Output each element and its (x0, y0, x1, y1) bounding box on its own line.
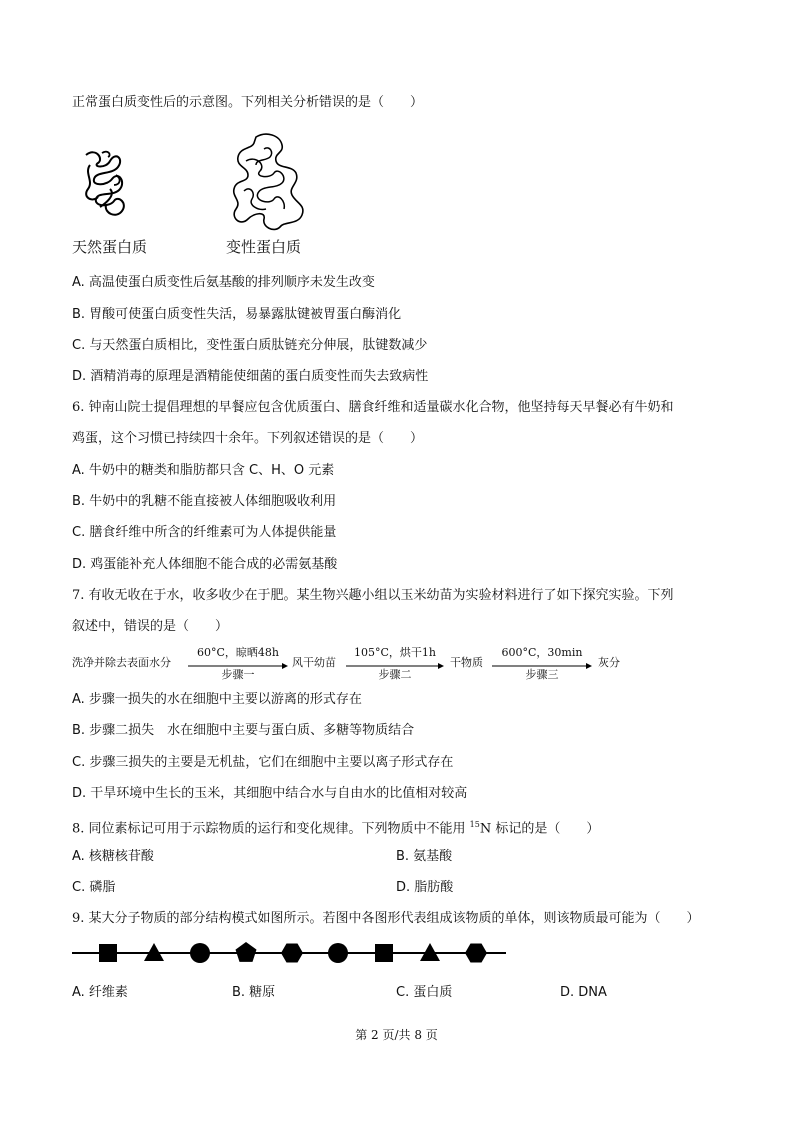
circle-monomer (328, 943, 348, 963)
flow-mid-1: 风干幼苗 (292, 656, 336, 669)
q6-option-b: B. 牛奶中的乳糖不能直接被人体细胞吸收利用 (72, 494, 337, 509)
q5-stem: 正常蛋白质变性后的示意图。下列相关分析错误的是（ ） (72, 95, 424, 110)
flow-arrow-2 (346, 646, 444, 682)
square-monomer (375, 944, 393, 962)
flow-step-3: 步骤三 (525, 668, 559, 681)
q9-stem: 9. 某大分子物质的部分结构模式如图所示。若图中各图形代表组成该物质的单体，则该物质最可能为（ ） (72, 911, 700, 926)
q5-option-c: C. 与天然蛋白质相比，变性蛋白质肽链充分伸展，肽键数减少 (72, 338, 428, 353)
flow-cond-2: 105°C，烘干1h (354, 646, 436, 659)
q7-option-b: B. 步骤二损失 水在细胞中主要与蛋白质、多糖等物质结合 (72, 723, 415, 738)
hexagon-monomer (281, 944, 303, 963)
q8-stem-superscript: 15 (469, 820, 480, 829)
q8-option-b: B. 氨基酸 (396, 849, 453, 864)
q8-stem (72, 816, 599, 838)
q5-option-d: D. 酒精消毒的原理是酒精能使细菌的蛋白质变性而失去致病性 (72, 369, 429, 384)
q8-stem-post: N 标记的是（ ） (479, 821, 600, 837)
q6-option-c: C. 膳食纤维中所含的纤维素可为人体提供能量 (72, 525, 337, 540)
q9-option-a: A. 纤维素 (72, 985, 128, 1000)
caption-denatured-protein: 变性蛋白质 (226, 238, 302, 256)
flow-start: 洗净并除去表面水分 (72, 656, 171, 669)
flow-cond-3: 600°C，30min (501, 646, 583, 659)
q7-stem-line1: 7. 有收无收在于水，收多收少在于肥。某生物兴趣小组以玉米幼苗为实验材料进行了如下探究实验。下列 (72, 588, 674, 603)
denatured-protein-figure (226, 131, 310, 233)
hexagon-monomer (465, 944, 487, 963)
q5-option-b: B. 胃酸可使蛋白质变性失活，易暴露肽键被胃蛋白酶消化 (72, 307, 402, 322)
q8-option-c: C. 磷脂 (72, 880, 116, 895)
q9-option-c: C. 蛋白质 (396, 985, 453, 1000)
flow-end: 灰分 (598, 656, 620, 669)
q9-option-b: B. 糖原 (232, 985, 276, 1000)
q7-option-d: D. 干旱环境中生长的玉米，其细胞中结合水与自由水的比值相对较高 (72, 786, 468, 801)
pentagon-monomer (236, 942, 257, 962)
q7-option-c: C. 步骤三损失的主要是无机盐，它们在细胞中主要以离子形式存在 (72, 755, 454, 770)
flow-step-1: 步骤一 (221, 668, 255, 681)
q8-option-d: D. 脂肪酸 (396, 880, 454, 895)
flow-cond-1: 60°C，晾晒48h (197, 646, 279, 659)
native-protein-figure (76, 145, 136, 225)
q9-monomer-chain (72, 938, 508, 968)
q8-option-a: A. 核糖核苷酸 (72, 849, 154, 864)
circle-monomer (190, 943, 210, 963)
q6-stem-line1: 6. 钟南山院士提倡理想的早餐应包含优质蛋白、膳食纤维和适量碳水化合物，他坚持每天早餐必有牛奶和 (72, 400, 674, 415)
flow-arrow-1 (188, 646, 288, 682)
flow-step-2: 步骤二 (378, 668, 412, 681)
flow-mid-2: 干物质 (450, 656, 483, 669)
q7-stem-line2: 叙述中，错误的是（ ） (72, 619, 229, 634)
square-monomer (99, 944, 117, 962)
flow-arrow-3 (492, 646, 592, 682)
q6-option-a: A. 牛奶中的糖类和脂肪都只含 C、H、O 元素 (72, 463, 335, 478)
q9-option-d: D. DNA (560, 985, 607, 1000)
caption-native-protein: 天然蛋白质 (72, 238, 148, 256)
q5-option-a: A. 高温使蛋白质变性后氨基酸的排列顺序未发生改变 (72, 275, 375, 290)
q7-option-a: A. 步骤一损失的水在细胞中主要以游离的形式存在 (72, 692, 362, 707)
q6-option-d: D. 鸡蛋能补充人体细胞不能合成的必需氨基酸 (72, 557, 338, 572)
page-footer: 第 2 页/共 8 页 (355, 1028, 438, 1042)
q6-stem-line2: 鸡蛋，这个习惯已持续四十余年。下列叙述错误的是（ ） (72, 431, 424, 446)
q8-stem-pre: 8. 同位素标记可用于示踪物质的运行和变化规律。下列物质中不能用 (72, 821, 470, 837)
